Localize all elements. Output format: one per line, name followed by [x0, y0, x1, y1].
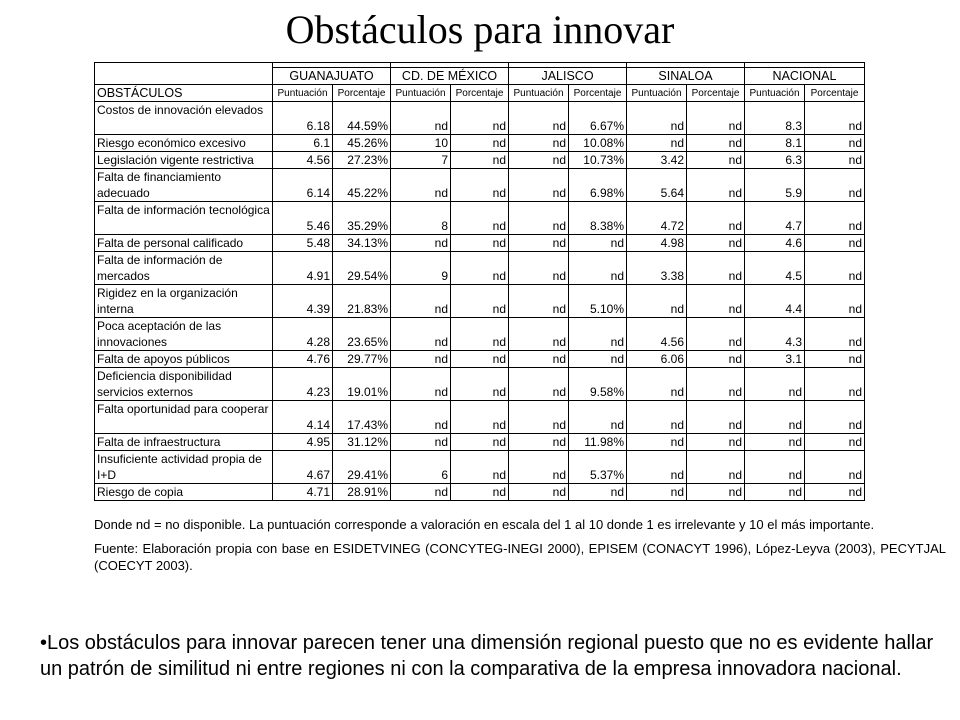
- percent-cell: 27.23%: [333, 152, 391, 169]
- score-cell: nd: [745, 401, 805, 434]
- obstacle-label: Falta de información tecnológica: [95, 202, 273, 235]
- score-cell: 4.6: [745, 235, 805, 252]
- score-cell: 9: [391, 252, 451, 285]
- percent-cell: nd: [805, 434, 865, 451]
- table-row: [95, 368, 865, 401]
- percent-cell: 31.12%: [333, 434, 391, 451]
- subheader-porcentaje: Porcentaje: [687, 85, 745, 102]
- obstacle-label: Insuficiente actividad propia de I+D: [95, 451, 273, 484]
- score-cell: 5.46: [273, 202, 333, 235]
- score-cell: nd: [627, 434, 687, 451]
- score-cell: nd: [391, 401, 451, 434]
- score-cell: nd: [745, 484, 805, 501]
- percent-cell: nd: [805, 252, 865, 285]
- region-header-row: [95, 68, 865, 85]
- percent-cell: 11.98%: [569, 434, 627, 451]
- percent-cell: 29.54%: [333, 252, 391, 285]
- percent-cell: nd: [805, 169, 865, 202]
- score-cell: nd: [745, 368, 805, 401]
- corner-cell: [95, 68, 273, 85]
- percent-cell: nd: [805, 368, 865, 401]
- score-cell: 4.67: [273, 451, 333, 484]
- percent-cell: 6.67%: [569, 102, 627, 135]
- region-header: SINALOA: [627, 68, 745, 85]
- percent-cell: nd: [451, 285, 509, 318]
- score-cell: 6.3: [745, 152, 805, 169]
- percent-cell: nd: [687, 318, 745, 351]
- table-row: [95, 102, 865, 135]
- score-cell: nd: [391, 351, 451, 368]
- score-cell: nd: [509, 401, 569, 434]
- percent-cell: nd: [805, 484, 865, 501]
- subheader-puntuacion: Puntuación: [745, 85, 805, 102]
- table-row: [95, 135, 865, 152]
- score-cell: 5.48: [273, 235, 333, 252]
- score-cell: nd: [509, 368, 569, 401]
- score-cell: nd: [509, 235, 569, 252]
- percent-cell: nd: [569, 401, 627, 434]
- score-cell: 4.72: [627, 202, 687, 235]
- percent-cell: nd: [805, 285, 865, 318]
- percent-cell: nd: [569, 351, 627, 368]
- source-note: Fuente: Elaboración propia con base en ESIDETVINEG (CONCYTEG-INEGI 2000), EPISEM (CONACYT 1996), López-Leyva (2003), PECYTJAL (COECYT 2003).: [94, 541, 946, 573]
- obstacle-label: Legislación vigente restrictiva: [95, 152, 273, 169]
- region-header: GUANAJUATO: [273, 68, 391, 85]
- score-cell: nd: [509, 169, 569, 202]
- percent-cell: nd: [805, 351, 865, 368]
- percent-cell: nd: [687, 235, 745, 252]
- score-cell: 8.3: [745, 102, 805, 135]
- score-cell: 7: [391, 152, 451, 169]
- score-cell: nd: [509, 102, 569, 135]
- score-cell: 4.4: [745, 285, 805, 318]
- percent-cell: nd: [451, 102, 509, 135]
- percent-cell: nd: [569, 235, 627, 252]
- score-cell: 4.56: [273, 152, 333, 169]
- percent-cell: nd: [687, 368, 745, 401]
- score-cell: 4.76: [273, 351, 333, 368]
- score-cell: 4.7: [745, 202, 805, 235]
- percent-cell: 23.65%: [333, 318, 391, 351]
- score-cell: nd: [391, 318, 451, 351]
- percent-cell: nd: [451, 169, 509, 202]
- score-cell: nd: [509, 484, 569, 501]
- percent-cell: nd: [569, 252, 627, 285]
- score-cell: nd: [391, 169, 451, 202]
- obstacles-header: OBSTÁCULOS: [95, 85, 273, 102]
- percent-cell: nd: [687, 152, 745, 169]
- obstacle-label: Deficiencia disponibilidad servicios externos: [95, 368, 273, 401]
- score-cell: nd: [627, 285, 687, 318]
- obstacles-table: [94, 62, 865, 501]
- subheader-porcentaje: Porcentaje: [805, 85, 865, 102]
- percent-cell: nd: [805, 202, 865, 235]
- score-cell: nd: [391, 235, 451, 252]
- percent-cell: nd: [687, 102, 745, 135]
- percent-cell: nd: [805, 102, 865, 135]
- slide-title: Obstáculos para innovar: [285, 7, 675, 52]
- score-cell: 6.06: [627, 351, 687, 368]
- score-cell: nd: [509, 351, 569, 368]
- score-cell: 4.98: [627, 235, 687, 252]
- region-header: JALISCO: [509, 68, 627, 85]
- score-cell: 8.1: [745, 135, 805, 152]
- percent-cell: 21.83%: [333, 285, 391, 318]
- percent-cell: nd: [569, 484, 627, 501]
- table-row: [95, 252, 865, 285]
- table-row: [95, 202, 865, 235]
- score-cell: nd: [509, 252, 569, 285]
- percent-cell: 44.59%: [333, 102, 391, 135]
- score-cell: nd: [509, 202, 569, 235]
- percent-cell: nd: [805, 451, 865, 484]
- obstacle-label: Falta de infraestructura: [95, 434, 273, 451]
- score-cell: 4.14: [273, 401, 333, 434]
- percent-cell: 17.43%: [333, 401, 391, 434]
- nd-definition-note: Donde nd = no disponible. La puntuación corresponde a valoración en escala del 1 al 10 donde 1 es irrelevante y 10 el más importante.: [94, 517, 875, 532]
- obstacles-table-body: [95, 63, 865, 501]
- percent-cell: nd: [687, 135, 745, 152]
- percent-cell: nd: [451, 318, 509, 351]
- percent-cell: nd: [805, 318, 865, 351]
- percent-cell: nd: [451, 152, 509, 169]
- percent-cell: nd: [451, 434, 509, 451]
- score-cell: 4.39: [273, 285, 333, 318]
- score-cell: 6.14: [273, 169, 333, 202]
- table-row: [95, 351, 865, 368]
- percent-cell: 28.91%: [333, 484, 391, 501]
- table-row: [95, 285, 865, 318]
- score-cell: 4.95: [273, 434, 333, 451]
- subheader-row: [95, 85, 865, 102]
- percent-cell: nd: [805, 135, 865, 152]
- percent-cell: nd: [687, 169, 745, 202]
- obstacle-label: Riesgo económico excesivo: [95, 135, 273, 152]
- percent-cell: nd: [451, 401, 509, 434]
- obstacles-table-container: [94, 62, 864, 501]
- score-cell: nd: [391, 368, 451, 401]
- score-cell: 5.9: [745, 169, 805, 202]
- percent-cell: nd: [687, 434, 745, 451]
- percent-cell: 6.98%: [569, 169, 627, 202]
- obstacle-label: Costos de innovación elevados: [95, 102, 273, 135]
- percent-cell: nd: [451, 451, 509, 484]
- score-cell: 4.3: [745, 318, 805, 351]
- percent-cell: 8.38%: [569, 202, 627, 235]
- percent-cell: 29.41%: [333, 451, 391, 484]
- table-row: [95, 152, 865, 169]
- score-cell: 3.42: [627, 152, 687, 169]
- score-cell: nd: [509, 434, 569, 451]
- score-cell: nd: [509, 135, 569, 152]
- obstacle-label: Riesgo de copia: [95, 484, 273, 501]
- subheader-puntuacion: Puntuación: [273, 85, 333, 102]
- percent-cell: nd: [451, 202, 509, 235]
- score-cell: nd: [627, 401, 687, 434]
- subheader-puntuacion: Puntuación: [509, 85, 569, 102]
- score-cell: 8: [391, 202, 451, 235]
- percent-cell: nd: [687, 401, 745, 434]
- percent-cell: 9.58%: [569, 368, 627, 401]
- table-row: [95, 484, 865, 501]
- score-cell: nd: [745, 434, 805, 451]
- score-cell: 4.28: [273, 318, 333, 351]
- percent-cell: nd: [687, 351, 745, 368]
- obstacle-label: Poca aceptación de las innovaciones: [95, 318, 273, 351]
- subheader-puntuacion: Puntuación: [391, 85, 451, 102]
- score-cell: nd: [391, 285, 451, 318]
- percent-cell: nd: [687, 484, 745, 501]
- obstacle-label: Falta de personal calificado: [95, 235, 273, 252]
- score-cell: nd: [627, 135, 687, 152]
- score-cell: 3.38: [627, 252, 687, 285]
- table-row: [95, 318, 865, 351]
- percent-cell: 45.26%: [333, 135, 391, 152]
- percent-cell: 10.08%: [569, 135, 627, 152]
- percent-cell: 45.22%: [333, 169, 391, 202]
- percent-cell: nd: [805, 152, 865, 169]
- table-row: [95, 451, 865, 484]
- percent-cell: 29.77%: [333, 351, 391, 368]
- table-row: [95, 235, 865, 252]
- table-notes: [94, 516, 946, 574]
- score-cell: 4.23: [273, 368, 333, 401]
- percent-cell: nd: [687, 285, 745, 318]
- conclusion-bullet: •Los obstáculos para innovar parecen tener una dimensión regional puesto que no es evidente hallar un patrón de similitud ni entre regiones ni con la comparativa de la empresa innovadora nacional.: [40, 632, 934, 680]
- score-cell: 4.5: [745, 252, 805, 285]
- percent-cell: 19.01%: [333, 368, 391, 401]
- score-cell: 6.18: [273, 102, 333, 135]
- score-cell: 5.64: [627, 169, 687, 202]
- percent-cell: 10.73%: [569, 152, 627, 169]
- percent-cell: 35.29%: [333, 202, 391, 235]
- table-row: [95, 401, 865, 434]
- subheader-puntuacion: Puntuación: [627, 85, 687, 102]
- region-header: CD. DE MÉXICO: [391, 68, 509, 85]
- score-cell: nd: [627, 368, 687, 401]
- percent-cell: nd: [687, 252, 745, 285]
- score-cell: nd: [627, 102, 687, 135]
- percent-cell: 34.13%: [333, 235, 391, 252]
- percent-cell: nd: [687, 451, 745, 484]
- obstacle-label: Falta oportunidad para cooperar: [95, 401, 273, 434]
- score-cell: nd: [509, 318, 569, 351]
- score-cell: nd: [391, 102, 451, 135]
- obstacle-label: Rigidez en la organización interna: [95, 285, 273, 318]
- score-cell: nd: [627, 484, 687, 501]
- score-cell: 3.1: [745, 351, 805, 368]
- table-row: [95, 169, 865, 202]
- score-cell: nd: [745, 451, 805, 484]
- subheader-porcentaje: Porcentaje: [333, 85, 391, 102]
- percent-cell: 5.37%: [569, 451, 627, 484]
- subheader-porcentaje: Porcentaje: [569, 85, 627, 102]
- percent-cell: nd: [451, 252, 509, 285]
- score-cell: nd: [509, 152, 569, 169]
- obstacle-label: Falta de apoyos públicos: [95, 351, 273, 368]
- percent-cell: nd: [451, 235, 509, 252]
- score-cell: nd: [391, 434, 451, 451]
- obstacle-label: Falta de financiamiento adecuado: [95, 169, 273, 202]
- score-cell: nd: [509, 451, 569, 484]
- score-cell: nd: [391, 484, 451, 501]
- percent-cell: nd: [451, 484, 509, 501]
- percent-cell: nd: [805, 235, 865, 252]
- percent-cell: nd: [569, 318, 627, 351]
- percent-cell: nd: [451, 368, 509, 401]
- score-cell: 10: [391, 135, 451, 152]
- region-header: NACIONAL: [745, 68, 865, 85]
- score-cell: 4.56: [627, 318, 687, 351]
- score-cell: 6.1: [273, 135, 333, 152]
- subheader-porcentaje: Porcentaje: [451, 85, 509, 102]
- score-cell: nd: [627, 451, 687, 484]
- percent-cell: nd: [451, 135, 509, 152]
- score-cell: nd: [509, 285, 569, 318]
- table-row: [95, 434, 865, 451]
- score-cell: 6: [391, 451, 451, 484]
- percent-cell: nd: [451, 351, 509, 368]
- percent-cell: 5.10%: [569, 285, 627, 318]
- score-cell: 4.91: [273, 252, 333, 285]
- percent-cell: nd: [687, 202, 745, 235]
- obstacle-label: Falta de información de mercados: [95, 252, 273, 285]
- percent-cell: nd: [805, 401, 865, 434]
- score-cell: 4.71: [273, 484, 333, 501]
